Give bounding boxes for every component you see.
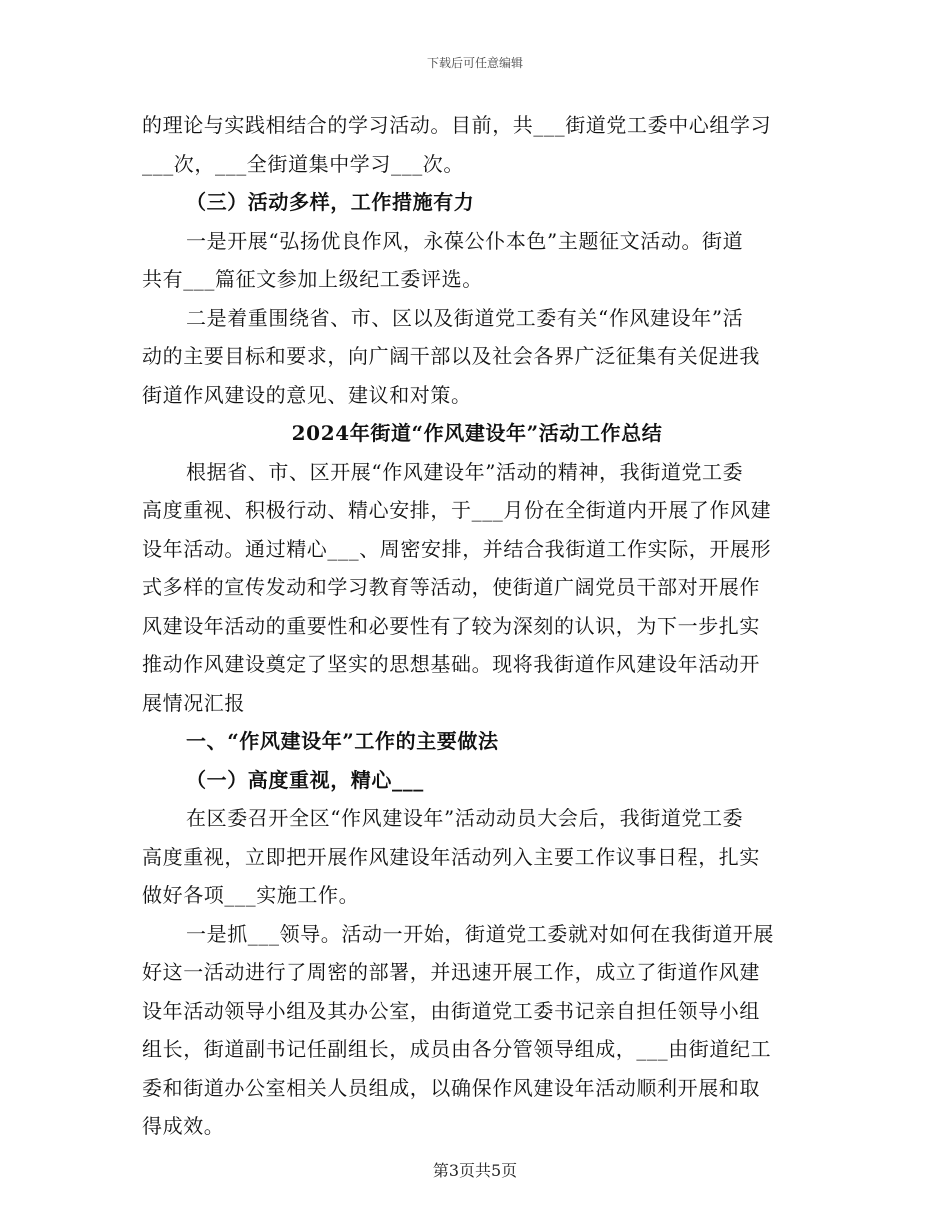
text-line: 街道作风建设的意见、建议和对策。	[142, 382, 472, 407]
text-line: 展情况汇报	[142, 690, 245, 715]
text-line: 式多样的宣传发动和学习教育等活动，使街道广阔党员干部对开展作	[142, 575, 760, 599]
text-line: ___次，___全街道集中学习___次。	[142, 151, 464, 176]
text-line: 做好各项___实施工作。	[142, 883, 360, 907]
text-line: 设年活动领导小组及其办公室，由街道党工委书记亲自担任领导小组	[142, 998, 760, 1023]
header-note: 下载后可任意编辑	[426, 56, 523, 70]
text-line: 高度重视，立即把开展作风建设年活动列入主要工作议事日程，扎实	[142, 844, 760, 869]
text-line: 的理论与实践相结合的学习活动。目前，共___街道党工委中心组学习	[142, 113, 772, 137]
text-line: 二是着重围绕省、市、区以及街道党工委有关“作风建设年”活	[186, 305, 744, 330]
text-line: 风建设年活动的重要性和必要性有了较为深刻的认识，为下一步扎实	[142, 613, 760, 638]
page-footer: 第3页共5页	[432, 1161, 518, 1180]
text-line: 高度重视、积极行动、精心安排，于___月份在全街道内开展了作风建	[142, 498, 772, 522]
text-line: （一）高度重视，精心___	[186, 767, 424, 792]
text-line: 动的主要目标和要求，向广阔干部以及社会各界广泛征集有关促进我	[142, 344, 760, 368]
text-line: 组长，街道副书记任副组长，成员由各分管领导组成，___由街道纪工	[142, 1037, 772, 1061]
text-line: 一是开展“弘扬优良作风，永葆公仆本色”主题征文活动。街道	[186, 228, 744, 253]
text-line: 一、“作风建设年”工作的主要做法	[186, 729, 499, 753]
text-line: 委和街道办公室相关人员组成，以确保作风建设年活动顺利开展和取	[142, 1075, 760, 1100]
text-line: 设年活动。通过精心___、周密安排，并结合我街道工作实际，开展形	[142, 536, 772, 561]
text-line: 一是抓___领导。活动一开始，街道党工委就对如何在我街道开展	[186, 921, 774, 946]
document-body	[142, 106, 812, 1146]
text-line: 共有___篇征文参加上级纪工委评选。	[142, 267, 483, 291]
text-line: 推动作风建设奠定了坚实的思想基础。现将我街道作风建设年活动开	[142, 652, 760, 676]
text-line: 在区委召开全区“作风建设年”活动动员大会后，我街道党工委	[186, 806, 744, 830]
document-title: 2024年街道“作风建设年”活动工作总结	[291, 421, 663, 445]
text-line: 得成效。	[142, 1114, 225, 1138]
text-line: 好这一活动进行了周密的部署，并迅速开展工作，成立了街道作风建	[142, 960, 760, 984]
text-line: 根据省、市、区开展“作风建设年”活动的精神，我街道党工委	[186, 459, 744, 484]
text-line: （三）活动多样，工作措施有力	[186, 190, 475, 214]
